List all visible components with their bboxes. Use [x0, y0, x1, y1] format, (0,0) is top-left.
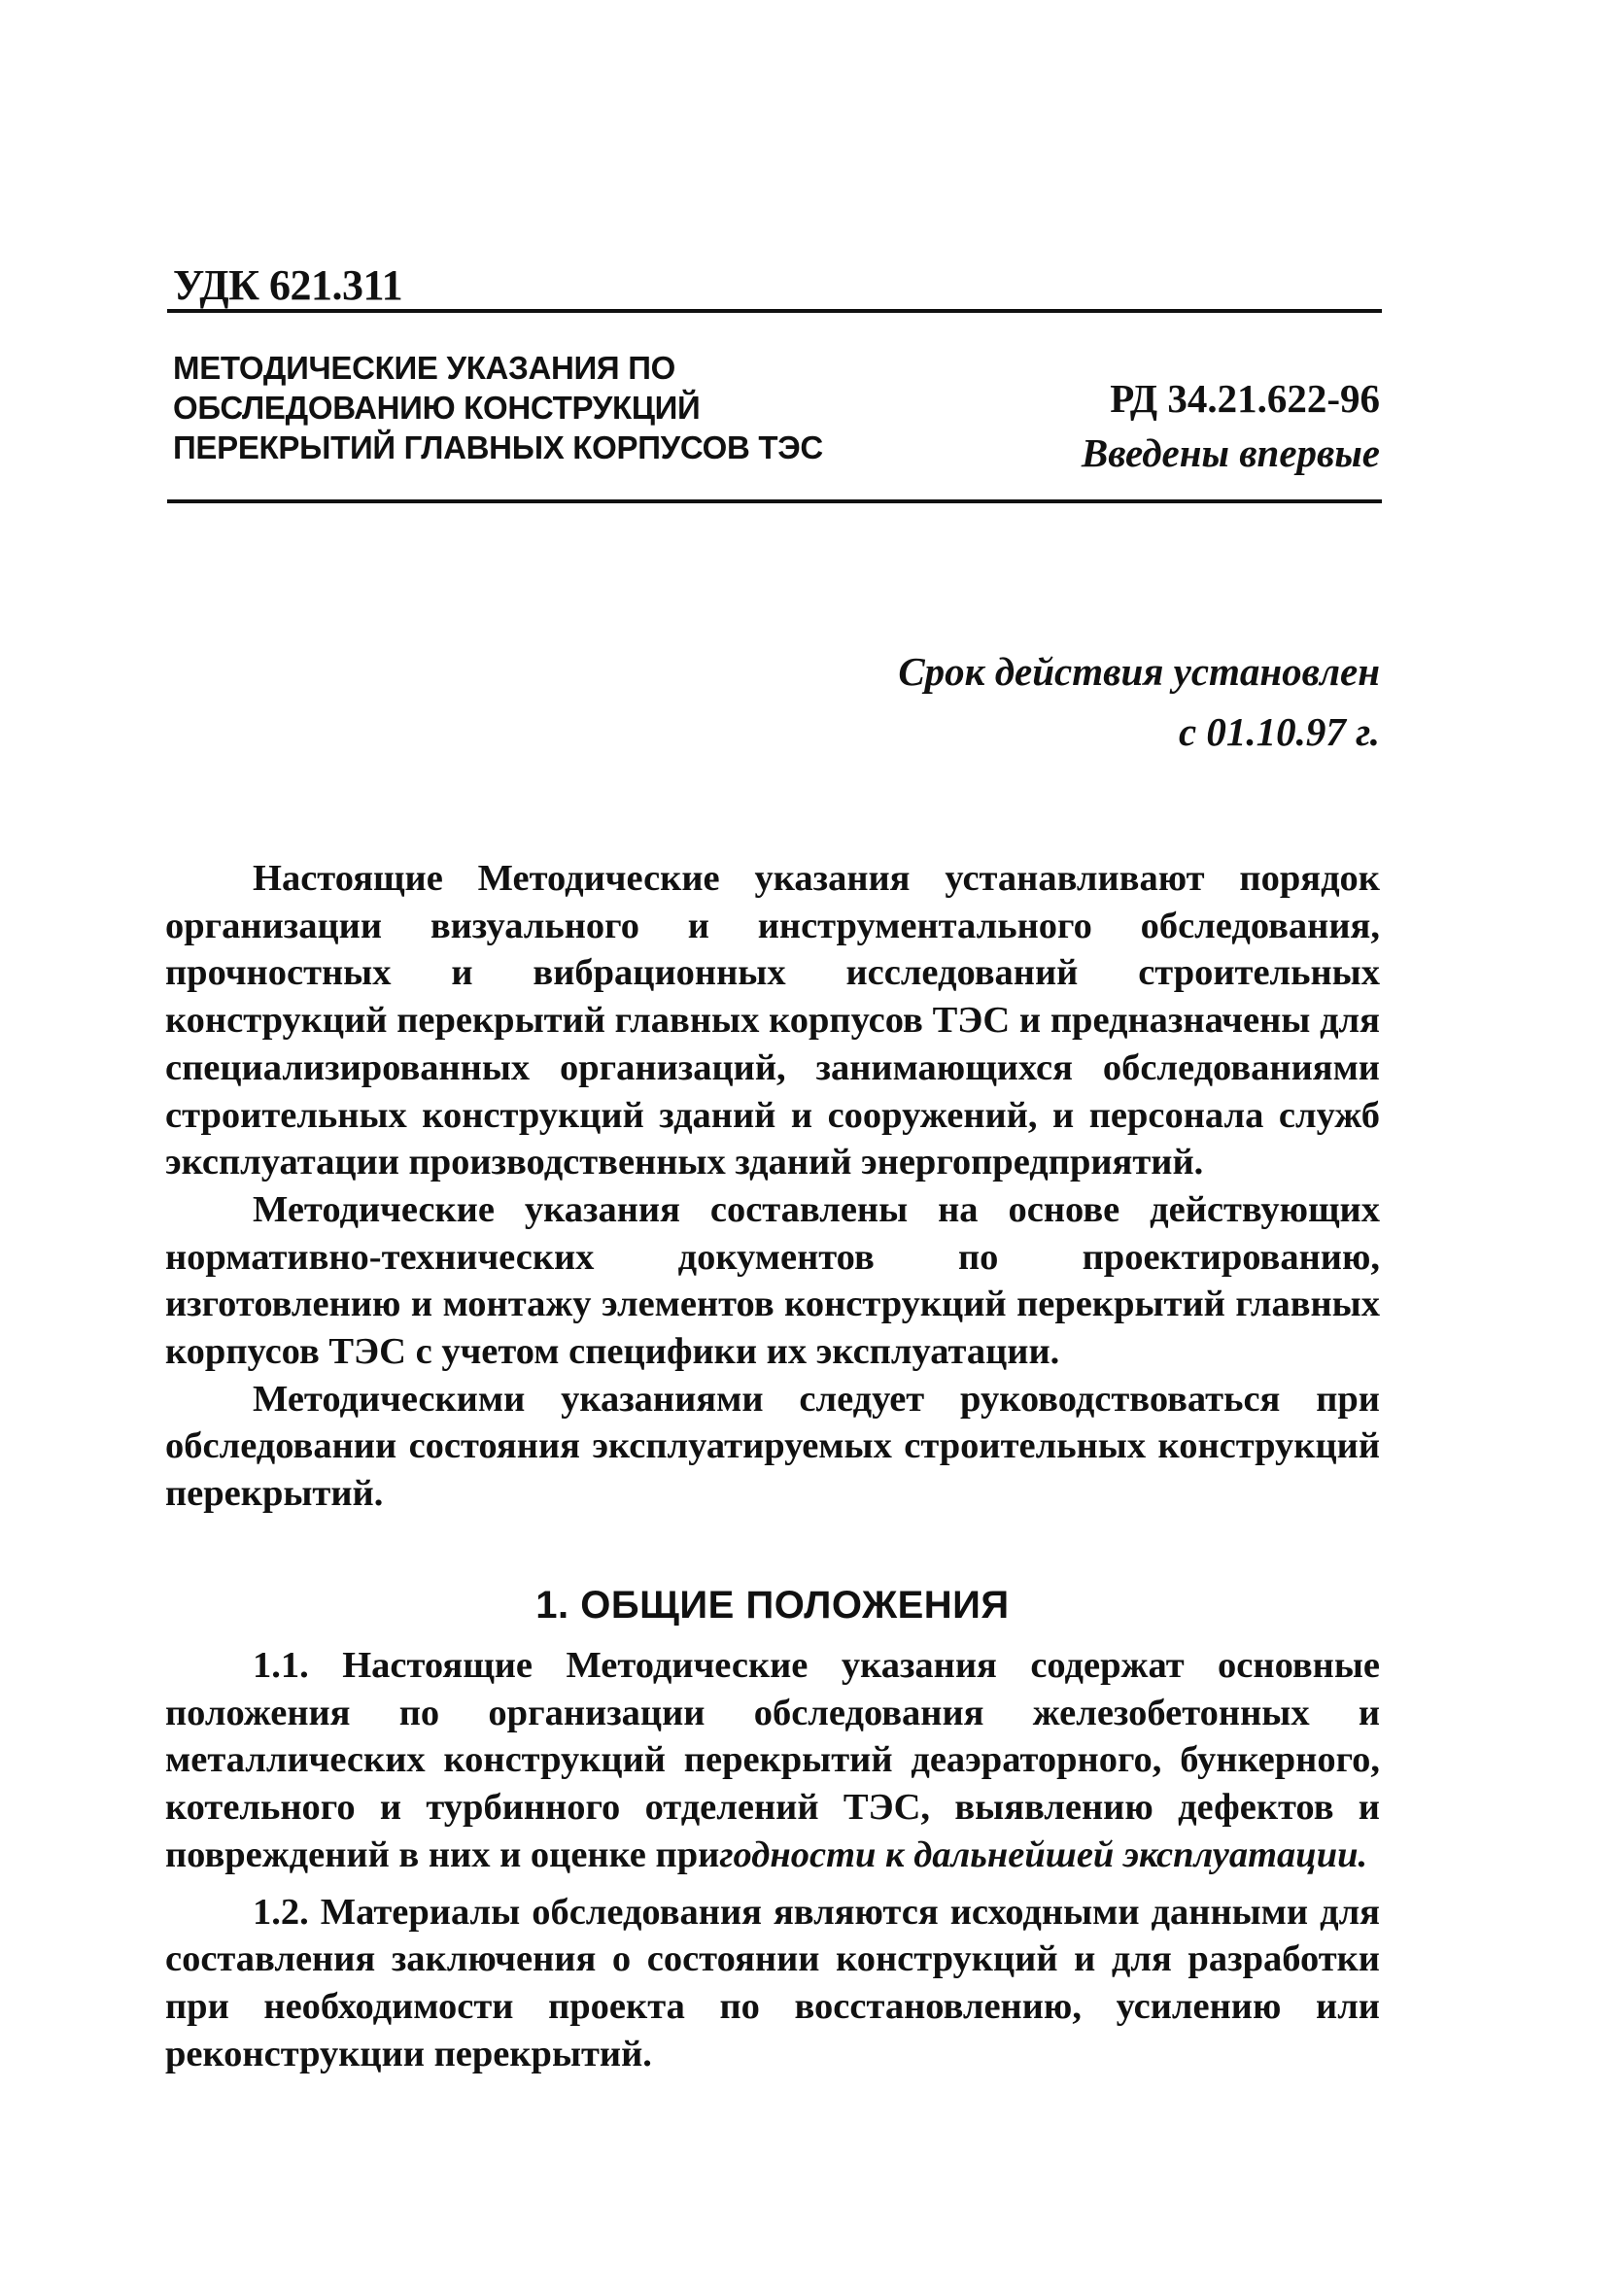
- clause-1-1-text: 1.1. Настоящие Методические указания содержат основные положения по организации обследования железобетонных и металлических конструкций перекрытий деаэраторного, бункерного, котельного и турбинного отделений ТЭС, выявлению дефектов и повреждений в них и оценке при: [165, 1645, 1380, 1875]
- introduced-note: Введены впервые: [1081, 430, 1380, 475]
- document-title: [173, 348, 853, 467]
- clause-1-2: 1.2. Материалы обследования являются исходными данными для составления заключения о состоянии конструкций и для разработки при необходимости проекта по восстановлению, усилению или реконструкции перекрытий.: [165, 1891, 1380, 2074]
- udk-code: УДК 621.311: [173, 261, 403, 309]
- intro-paragraph-2: Методические указания составлены на основе действующих нормативно-технических документов по проектированию, изготовлению и монтажу элементов конструкций перекрытий главных корпусов ТЭС с учетом специфики их эксплуатации.: [165, 1188, 1380, 1373]
- header-rule-top: [167, 309, 1382, 313]
- section-heading: 1. ОБЩИЕ ПОЛОЖЕНИЯ: [535, 1584, 1010, 1627]
- intro-text: [165, 855, 1380, 1518]
- title-line-3: ПЕРЕКРЫТИЙ ГЛАВНЫХ КОРПУСОВ ТЭС: [173, 429, 823, 465]
- intro-paragraph-1: Настоящие Методические указания устанавливают порядок организации визуального и инструментального обследования, прочностных и вибрационных исследований строительных конструкций перекрытий главных корпусов ТЭС и предназначены для специализированных организаций, занимающихся обследованиями строительных конструкций зданий и сооружений, и персонала служб эксплуатации производственных зданий энергопредприятий.: [165, 858, 1380, 1183]
- clause-1-1-italic: годности к дальнейшей эксплуатации.: [719, 1833, 1368, 1875]
- clause-1-1: [165, 1642, 1380, 1879]
- rd-code: РД 34.21.622-96: [1110, 376, 1380, 421]
- validity-line-1: Срок действия установлен: [898, 649, 1380, 694]
- title-line-1: МЕТОДИЧЕСКИЕ УКАЗАНИЯ ПО: [173, 350, 675, 386]
- section-1-text: [165, 1642, 1380, 2087]
- intro-paragraph-3: Методическими указаниями следует руководствоваться при обследовании состояния эксплуатируемых строительных конструкций перекрытий.: [165, 1378, 1380, 1515]
- title-line-2: ОБСЛЕДОВАНИЮ КОНСТРУКЦИЙ: [173, 390, 701, 426]
- validity-note: [898, 641, 1380, 762]
- validity-line-2: с 01.10.97 г.: [1178, 709, 1380, 754]
- header-rule-bottom: [167, 499, 1382, 503]
- rd-block: [1082, 371, 1380, 480]
